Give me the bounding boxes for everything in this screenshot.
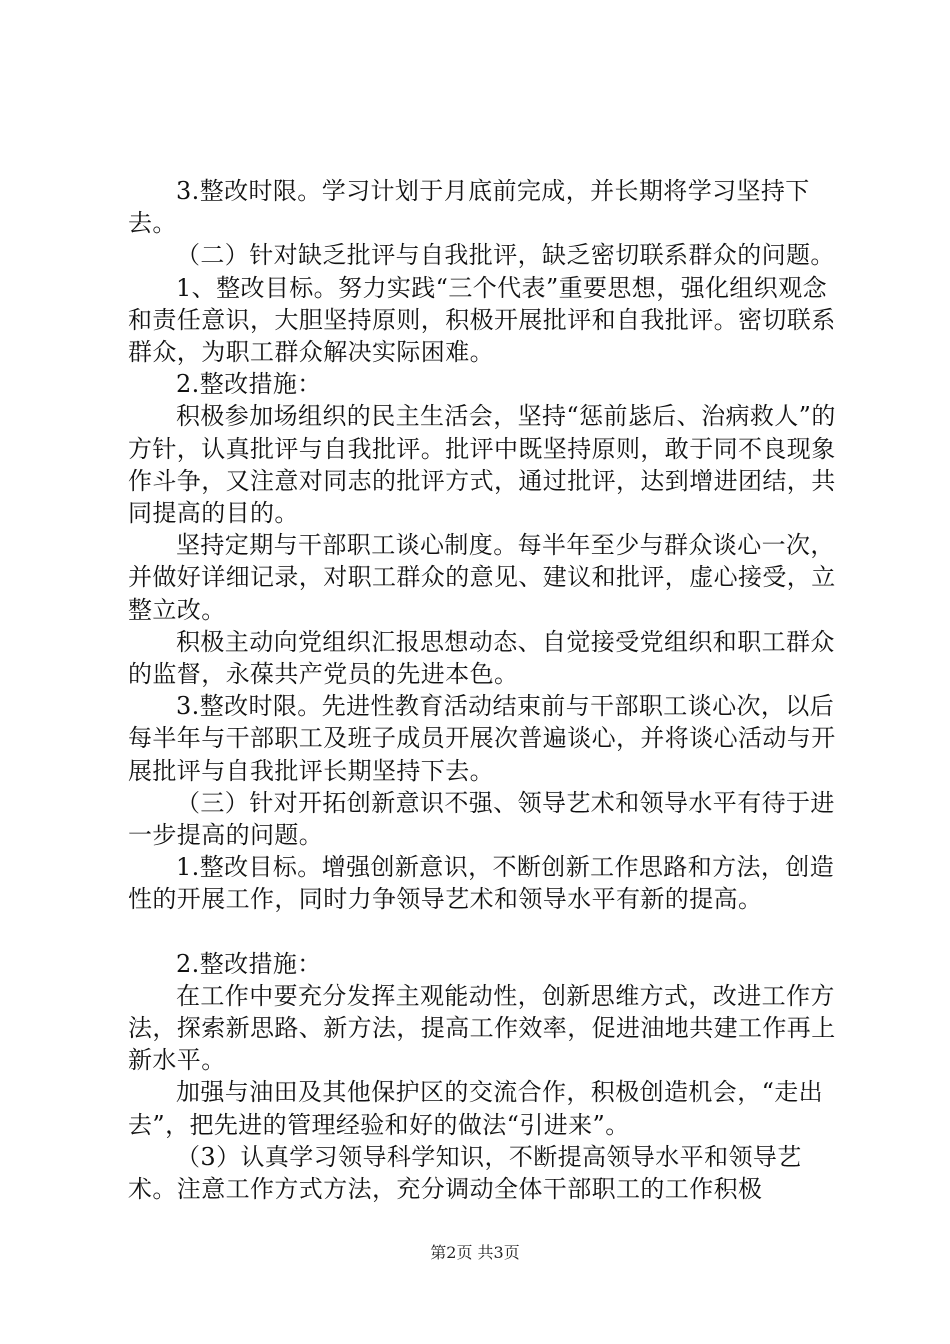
document-body bbox=[128, 175, 848, 1205]
paragraph-rectification-goal-1: 1、整改目标。努力实践“三个代表”重要思想，强化组织观念和责任意识，大胆坚持原则，积极开展批评和自我批评。密切联系群众，为职工群众解决实际困难。 bbox=[128, 273, 836, 367]
paragraph-leadership-study: （3）认真学习领导科学知识，不断提高领导水平和领导艺术。注意工作方式方法，充分调动全体干部职工的工作积极 bbox=[128, 1142, 802, 1204]
paragraph-report-to-party: 积极主动向党组织汇报思想动态、自觉接受党组织和职工群众的监督，永葆共产党员的先进本色。 bbox=[128, 627, 835, 689]
blank-line bbox=[128, 916, 848, 948]
section-heading-2: （二）针对缺乏批评与自我批评，缺乏密切联系群众的问题。 bbox=[176, 241, 835, 270]
paragraph-democratic-meeting: 积极参加场组织的民主生活会，坚持“惩前毖后、治病救人”的方针，认真批评与自我批评。批评中既坚持原则，敢于同不良现象作斗争，又注意对同志的批评方式，通过批评，达到增进团结，共同提高的目的。 bbox=[128, 402, 836, 528]
paragraph-study-deadline: 3.整改时限。学习计划于月底前完成，并长期将学习坚持下去。 bbox=[128, 177, 810, 238]
section-heading-3: （三）针对开拓创新意识不强、领导艺术和领导水平有待于进一步提高的问题。 bbox=[128, 788, 835, 850]
page-footer: 第2页 共3页 bbox=[430, 1243, 520, 1262]
paragraph-innovation: 在工作中要充分发挥主观能动性，创新思维方式，改进工作方法，探索新思路、新方法，提高工作效率，促进油地共建工作再上新水平。 bbox=[128, 981, 836, 1075]
paragraph-measures-heading-1: 2.整改措施： bbox=[176, 370, 322, 399]
paragraph-measures-heading-3: 2.整改措施： bbox=[176, 949, 322, 978]
paragraph-rectification-goal-3: 1.整改目标。增强创新意识，不断创新工作思路和方法，创造性的开展工作，同时力争领导艺术和领导水平有新的提高。 bbox=[128, 853, 835, 914]
paragraph-deadline-2: 3.整改时限。先进性教育活动结束前与干部职工谈心次，以后每半年与干部职工及班子成员开展次普遍谈心，并将谈心活动与开展批评与自我批评长期坚持下去。 bbox=[128, 692, 836, 785]
paragraph-heart-to-heart: 坚持定期与干部职工谈心制度。每半年至少与群众谈心一次，并做好详细记录，对职工群众的意见、建议和批评，虚心接受，立整立改。 bbox=[128, 531, 836, 624]
paragraph-cooperation: 加强与油田及其他保护区的交流合作，积极创造机会，“走出去”，把先进的管理经验和好的做法“引进来”。 bbox=[128, 1078, 824, 1139]
